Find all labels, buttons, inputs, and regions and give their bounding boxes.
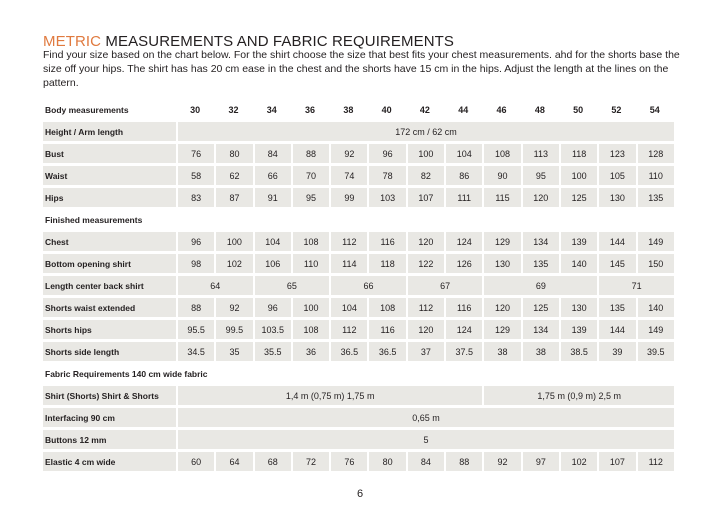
table-cell: 58 (176, 166, 214, 185)
table-cell: 120 (406, 320, 444, 339)
row-label: Elastic 4 cm wide (43, 452, 176, 471)
table-cell: 125 (521, 298, 559, 317)
table-cell: 66 (329, 276, 406, 295)
table-cell: 92 (214, 298, 252, 317)
table-cell: 65 (253, 276, 330, 295)
title-accent: METRIC (43, 33, 102, 50)
table-cell: 120 (406, 232, 444, 251)
intro-paragraph: Find your size based on the chart below. For the shirt choose the size that best fits your chest measurements. ahd for the shorts base the size off your hips. The shirt has has 20 cm ease in the chest and the shorts have 15 cm in the hips. Adjust the length at the lines on the pattern. (43, 49, 680, 89)
table-cell: 105 (597, 166, 635, 185)
section-heading: Finished measurements (45, 214, 143, 225)
table-cell: 130 (482, 254, 520, 273)
table-cell: 1,4 m (0,75 m) 1,75 m (176, 386, 482, 405)
row-label: Shorts waist extended (43, 298, 176, 317)
table-cell: 95.5 (176, 320, 214, 339)
table-cell: 39.5 (636, 342, 674, 361)
table-cell: 113 (521, 144, 559, 163)
table-cell: 100 (291, 298, 329, 317)
table-row (43, 342, 674, 361)
table-cell: 104 (253, 232, 291, 251)
size-header: 38 (343, 104, 354, 115)
table-cell: 107 (406, 188, 444, 207)
table-cell: 82 (406, 166, 444, 185)
table-cell: 112 (636, 452, 674, 471)
table-cell: 34.5 (176, 342, 214, 361)
table-cell: 149 (636, 320, 674, 339)
table-cell: 110 (636, 166, 674, 185)
table-row (43, 298, 674, 317)
table-cell: 76 (329, 452, 367, 471)
table-cell: 103 (367, 188, 405, 207)
table-cell: 122 (406, 254, 444, 273)
section-heading: Fabric Requirements 140 cm wide fabric (45, 368, 208, 379)
table-cell: 35 (214, 342, 252, 361)
table-cell: 106 (253, 254, 291, 273)
size-header: 32 (228, 104, 239, 115)
table-cell: 124 (444, 232, 482, 251)
table-cell: 110 (291, 254, 329, 273)
table-cell: 112 (329, 320, 367, 339)
table-cell: 111 (444, 188, 482, 207)
table-cell: 37.5 (444, 342, 482, 361)
table-cell: 80 (367, 452, 405, 471)
table-cell: 149 (636, 232, 674, 251)
table-cell: 69 (482, 276, 597, 295)
table-cell: 64 (214, 452, 252, 471)
table-cell: 120 (521, 188, 559, 207)
table-row (43, 166, 674, 185)
table-cell: 120 (482, 298, 520, 317)
row-label: Buttons 12 mm (43, 430, 176, 449)
table-cell: 108 (482, 144, 520, 163)
table-cell: 36.5 (329, 342, 367, 361)
table-cell: 115 (482, 188, 520, 207)
table-cell: 1,75 m (0,9 m) 2,5 m (482, 386, 674, 405)
table-cell: 150 (636, 254, 674, 273)
table-row (43, 452, 674, 471)
table-cell: 86 (444, 166, 482, 185)
table-cell: 104 (444, 144, 482, 163)
table-cell: 38 (482, 342, 520, 361)
table-cell: 36.5 (367, 342, 405, 361)
table-cell: 135 (636, 188, 674, 207)
table-cell: 130 (559, 298, 597, 317)
row-label: Bottom opening shirt (43, 254, 176, 273)
table-cell: 103.5 (253, 320, 291, 339)
table-row (43, 144, 674, 163)
table-cell: 90 (482, 166, 520, 185)
table-cell: 37 (406, 342, 444, 361)
table-cell: 83 (176, 188, 214, 207)
table-cell: 71 (597, 276, 674, 295)
table-cell: 92 (482, 452, 520, 471)
table-cell: 172 cm / 62 cm (176, 122, 674, 141)
table-cell: 39 (597, 342, 635, 361)
size-header: 40 (381, 104, 392, 115)
table-cell: 36 (291, 342, 329, 361)
table-cell: 96 (253, 298, 291, 317)
table-cell: 99 (329, 188, 367, 207)
table-cell: 118 (367, 254, 405, 273)
table-cell: 129 (482, 232, 520, 251)
table-cell: 140 (559, 254, 597, 273)
table-cell: 116 (367, 320, 405, 339)
table-cell: 102 (214, 254, 252, 273)
table-cell: 87 (214, 188, 252, 207)
table-row (43, 276, 674, 295)
table-row (43, 254, 674, 273)
table-cell: 107 (597, 452, 635, 471)
size-chart-body (43, 100, 674, 471)
table-cell: 134 (521, 320, 559, 339)
section-row (43, 210, 674, 229)
table-cell: 84 (406, 452, 444, 471)
table-cell: 5 (176, 430, 674, 449)
page-number: 6 (356, 488, 364, 500)
table-cell: 74 (329, 166, 367, 185)
header-label: Body measurements (45, 104, 129, 115)
size-header: 30 (190, 104, 201, 115)
table-cell: 108 (291, 232, 329, 251)
table-cell: 108 (367, 298, 405, 317)
table-cell: 84 (253, 144, 291, 163)
table-cell: 91 (253, 188, 291, 207)
size-header: 46 (496, 104, 507, 115)
table-cell: 144 (597, 232, 635, 251)
row-label: Waist (43, 166, 176, 185)
table-cell: 95 (291, 188, 329, 207)
table-cell: 139 (559, 232, 597, 251)
size-header: 42 (419, 104, 430, 115)
table-cell: 124 (444, 320, 482, 339)
size-header: 36 (305, 104, 316, 115)
table-cell: 38.5 (559, 342, 597, 361)
table-row (43, 408, 674, 427)
table-cell: 35.5 (253, 342, 291, 361)
table-cell: 135 (597, 298, 635, 317)
table-cell: 0,65 m (176, 408, 674, 427)
table-cell: 144 (597, 320, 635, 339)
header-row (43, 100, 674, 119)
table-cell: 126 (444, 254, 482, 273)
table-cell: 116 (444, 298, 482, 317)
row-label: Height / Arm length (43, 122, 176, 141)
row-label: Shorts side length (43, 342, 176, 361)
table-cell: 70 (291, 166, 329, 185)
table-cell: 78 (367, 166, 405, 185)
table-row (43, 188, 674, 207)
table-cell: 112 (329, 232, 367, 251)
table-cell: 135 (521, 254, 559, 273)
table-cell: 140 (636, 298, 674, 317)
table-cell: 88 (176, 298, 214, 317)
table-cell: 100 (214, 232, 252, 251)
title-rest: MEASUREMENTS AND FABRIC REQUIREMENTS (101, 33, 455, 50)
table-cell: 88 (444, 452, 482, 471)
table-cell: 64 (176, 276, 253, 295)
row-label: Hips (43, 188, 176, 207)
table-row (43, 122, 674, 141)
size-header: 48 (534, 104, 545, 115)
table-cell: 66 (253, 166, 291, 185)
row-label: Shirt (Shorts) Shirt & Shorts (43, 386, 176, 405)
size-chart-table (43, 97, 674, 474)
table-cell: 88 (291, 144, 329, 163)
table-cell: 118 (559, 144, 597, 163)
table-cell: 67 (406, 276, 483, 295)
size-header: 52 (611, 104, 622, 115)
table-cell: 72 (291, 452, 329, 471)
table-cell: 134 (521, 232, 559, 251)
table-cell: 80 (214, 144, 252, 163)
table-cell: 145 (597, 254, 635, 273)
table-cell: 98 (176, 254, 214, 273)
table-cell: 60 (176, 452, 214, 471)
table-cell: 76 (176, 144, 214, 163)
size-header: 34 (266, 104, 277, 115)
table-cell: 38 (521, 342, 559, 361)
table-row (43, 320, 674, 339)
table-cell: 125 (559, 188, 597, 207)
table-cell: 129 (482, 320, 520, 339)
row-label: Interfacing 90 cm (43, 408, 176, 427)
table-cell: 95 (521, 166, 559, 185)
table-cell: 62 (214, 166, 252, 185)
table-cell: 100 (406, 144, 444, 163)
section-row (43, 364, 674, 383)
table-cell: 97 (521, 452, 559, 471)
table-cell: 123 (597, 144, 635, 163)
row-label: Shorts hips (43, 320, 176, 339)
table-cell: 130 (597, 188, 635, 207)
size-header: 54 (649, 104, 660, 115)
table-row (43, 386, 674, 405)
table-cell: 96 (367, 144, 405, 163)
size-header: 50 (573, 104, 584, 115)
row-label: Bust (43, 144, 176, 163)
table-cell: 139 (559, 320, 597, 339)
table-cell: 92 (329, 144, 367, 163)
table-cell: 96 (176, 232, 214, 251)
table-cell: 114 (329, 254, 367, 273)
table-row (43, 232, 674, 251)
row-label: Chest (43, 232, 176, 251)
table-cell: 128 (636, 144, 674, 163)
table-cell: 112 (406, 298, 444, 317)
table-cell: 100 (559, 166, 597, 185)
table-cell: 99.5 (214, 320, 252, 339)
table-cell: 108 (291, 320, 329, 339)
size-header: 44 (458, 104, 469, 115)
table-cell: 68 (253, 452, 291, 471)
table-cell: 116 (367, 232, 405, 251)
row-label: Length center back shirt (43, 276, 176, 295)
table-row (43, 430, 674, 449)
table-cell: 104 (329, 298, 367, 317)
table-cell: 102 (559, 452, 597, 471)
